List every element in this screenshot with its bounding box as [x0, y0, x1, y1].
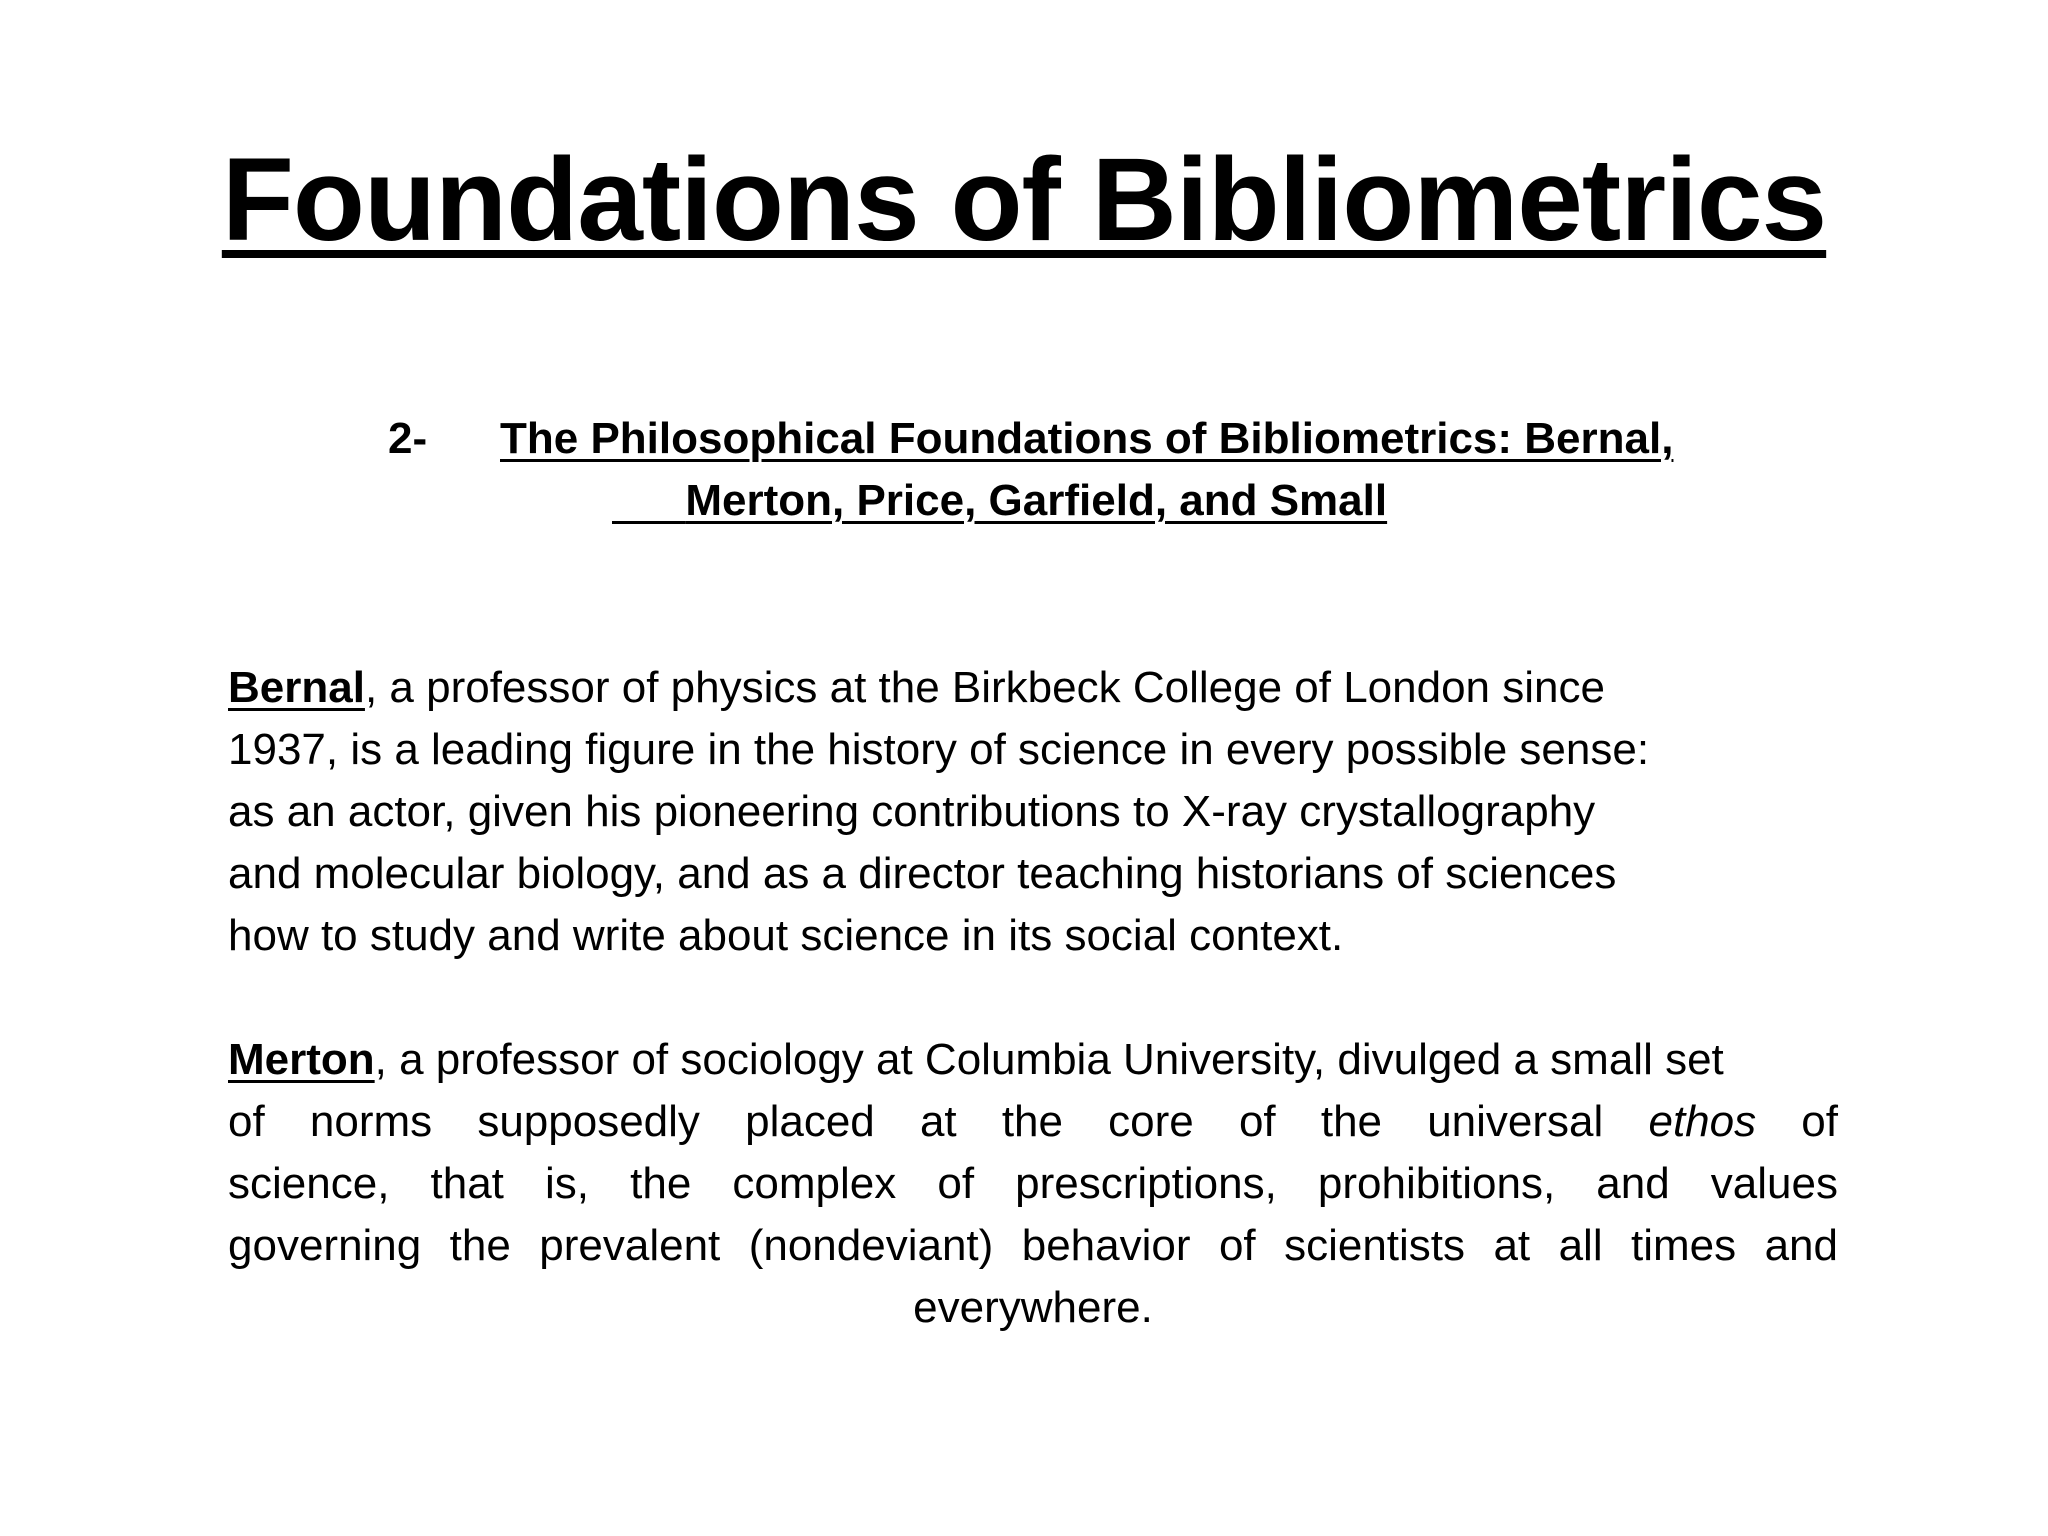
bernal-line-4: and molecular biology, and as a director teaching historians of sciences — [228, 849, 1617, 898]
merton-paragraph — [228, 1029, 1838, 1339]
section-heading-line2 — [612, 470, 1387, 532]
section-heading-line1: The Philosophical Foundations of Bibliometrics: Bernal, — [500, 414, 1674, 463]
merton-line-2-after: of — [1756, 1097, 1838, 1146]
bernal-line-5: how to study and write about science in its social context. — [228, 911, 1344, 960]
merton-line-1 — [228, 1029, 1838, 1091]
merton-line-4: governing the prevalent (nondeviant) behavior of scientists at all times and — [228, 1221, 1838, 1270]
section-number: 2- — [388, 414, 428, 463]
ethos-word: ethos — [1648, 1097, 1757, 1146]
bernal-paragraph — [228, 657, 1649, 967]
bernal-line-1-text: , a professor of physics at the Birkbeck College of London since — [364, 663, 1605, 712]
slide-title-text: Foundations of Bibliometrics — [221, 134, 1827, 266]
merton-line-2 — [228, 1091, 1838, 1153]
bernal-line-2: 1937, is a leading figure in the history of science in every possible sense: — [228, 725, 1650, 774]
bernal-line-1 — [228, 657, 1649, 719]
bernal-line-3: as an actor, given his pioneering contributions to X-ray crystallography — [228, 787, 1596, 836]
merton-name: Merton — [228, 1035, 375, 1084]
merton-line-3: science, that is, the complex of prescriptions, prohibitions, and values — [228, 1159, 1838, 1208]
merton-line-1-text: , a professor of sociology at Columbia University, divulged a small set — [374, 1035, 1724, 1084]
section-heading-line2-pad — [612, 476, 685, 525]
merton-line-5: everywhere. — [913, 1283, 1153, 1332]
merton-line-2-before: of norms supposedly placed at the core of the universal — [228, 1097, 1649, 1146]
section-heading-line2-text: Merton, Price, Garfield, and Small — [685, 476, 1388, 525]
bernal-name: Bernal — [228, 663, 365, 712]
slide-title — [0, 130, 2048, 270]
